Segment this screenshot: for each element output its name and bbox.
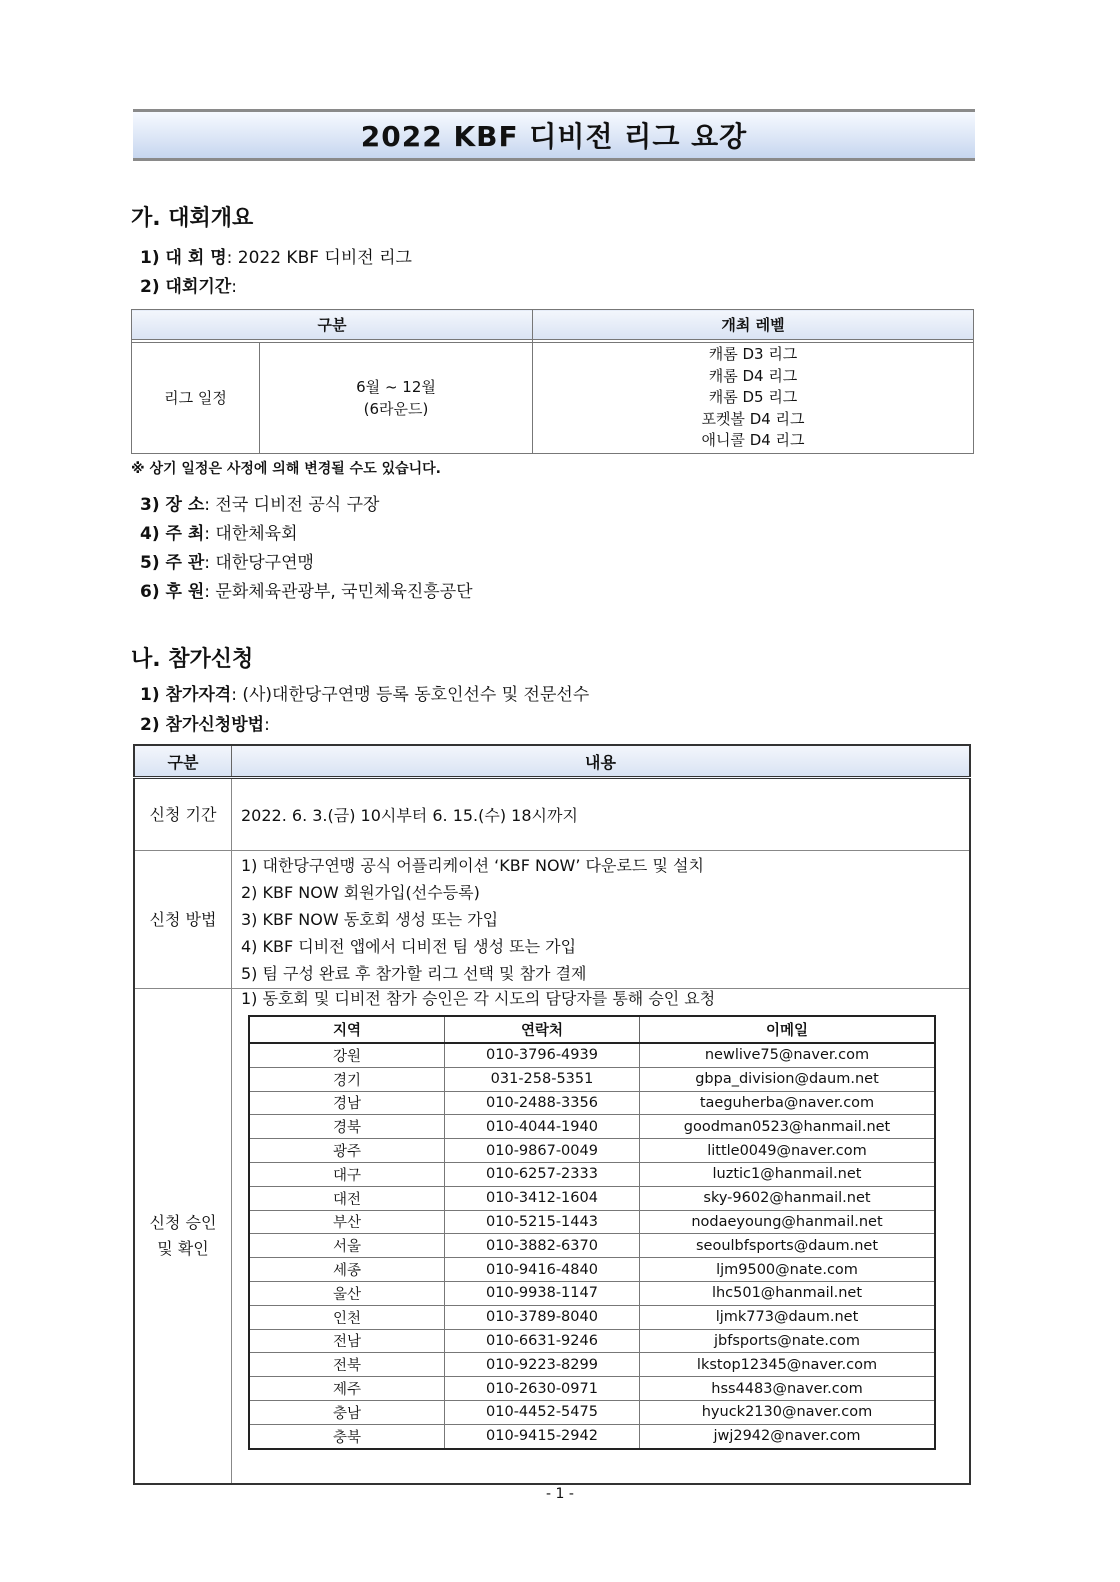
application-approval-label	[134, 989, 232, 1484]
contact-email[interactable]: luztic1@hanmail.net	[640, 1162, 936, 1186]
event-name-value: : 2022 KBF 디비전 리그	[226, 248, 412, 268]
contact-region: 울산	[249, 1281, 445, 1305]
table-row	[249, 1353, 935, 1377]
contact-region: 강원	[249, 1043, 445, 1067]
contact-email[interactable]: hyuck2130@naver.com	[640, 1400, 936, 1424]
contact-region: 부산	[249, 1210, 445, 1234]
sponsor-value: : 문화체육관광부, 국민체육진흥공단	[204, 582, 473, 602]
contact-phone: 010-3882-6370	[445, 1234, 640, 1258]
event-period-label: 2) 대회기간	[140, 277, 232, 297]
application-method-value: :	[264, 715, 270, 735]
contact-email[interactable]: lkstop12345@naver.com	[640, 1353, 936, 1377]
contact-email[interactable]: goodman0523@hanmail.net	[640, 1115, 936, 1139]
organizer-line	[140, 548, 314, 573]
organizer-label: 5) 주 관	[140, 553, 205, 573]
table-row	[249, 1162, 935, 1186]
contacts-body	[249, 1043, 935, 1449]
venue-line	[140, 490, 379, 515]
schedule-period-rounds: (6라운드)	[363, 399, 429, 418]
contact-phone: 010-3412-1604	[445, 1186, 640, 1210]
section-b-heading: 나. 참가신청	[131, 647, 254, 672]
contact-email[interactable]: lhc501@hanmail.net	[640, 1281, 936, 1305]
method-step: 4) KBF 디비전 앱에서 디비전 팀 생성 또는 가입	[241, 937, 577, 956]
table-row	[249, 1377, 935, 1401]
table-row	[249, 1234, 935, 1258]
application-method-line	[140, 710, 270, 735]
contact-phone: 010-6631-9246	[445, 1329, 640, 1353]
schedule-row-label: 리그 일정	[132, 343, 260, 454]
contact-phone: 010-3796-4939	[445, 1043, 640, 1067]
contact-phone: 010-2630-0971	[445, 1377, 640, 1401]
table-row	[249, 1424, 935, 1448]
table-row	[249, 1329, 935, 1353]
contact-region: 전북	[249, 1353, 445, 1377]
contact-email[interactable]: sky-9602@hanmail.net	[640, 1186, 936, 1210]
level-item: 캐롬 D4 리그	[708, 366, 798, 385]
table-row	[249, 1043, 935, 1067]
sponsor-line	[140, 577, 473, 602]
schedule-header-level: 개최 레벨	[533, 310, 974, 340]
contact-region: 대구	[249, 1162, 445, 1186]
application-approval-content	[232, 989, 971, 1484]
contact-email[interactable]: ljmk773@daum.net	[640, 1305, 936, 1329]
contact-region: 전남	[249, 1329, 445, 1353]
venue-label: 3) 장 소	[140, 495, 205, 515]
method-step: 5) 팀 구성 완료 후 참가할 리그 선택 및 참가 결제	[241, 964, 587, 983]
contact-phone: 010-6257-2333	[445, 1162, 640, 1186]
qualification-value: : (사)대한당구연맹 등록 동호인선수 및 전문선수	[231, 685, 590, 705]
method-step: 1) 대한당구연맹 공식 어플리케이션 ‘KBF NOW’ 다운로드 및 설치	[241, 856, 704, 875]
document-title-banner	[133, 109, 975, 161]
document-title: 2022 KBF 디비전 리그 요강	[360, 120, 748, 153]
contact-phone: 010-5215-1443	[445, 1210, 640, 1234]
table-row	[249, 1281, 935, 1305]
host-value: : 대한체육회	[204, 524, 298, 544]
contacts-header-email: 이메일	[640, 1016, 936, 1043]
schedule-note: ※ 상기 일정은 사정에 의해 변경될 수도 있습니다.	[131, 461, 442, 477]
contact-email[interactable]: hss4483@naver.com	[640, 1377, 936, 1401]
contact-email[interactable]: newlive75@naver.com	[640, 1043, 936, 1067]
qualification-label: 1) 참가자격	[140, 685, 232, 705]
contact-phone: 010-4044-1940	[445, 1115, 640, 1139]
host-label: 4) 주 최	[140, 524, 205, 544]
application-method-label: 2) 참가신청방법	[140, 715, 265, 735]
table-row	[249, 1186, 935, 1210]
approval-intro: 1) 동호회 및 디비전 참가 승인은 각 시도의 담당자를 통해 승인 요청	[241, 989, 716, 1008]
contact-phone: 010-3789-8040	[445, 1305, 640, 1329]
contact-region: 대전	[249, 1186, 445, 1210]
contact-region: 제주	[249, 1377, 445, 1401]
schedule-header-category: 구분	[132, 310, 533, 340]
application-header-content: 내용	[232, 745, 971, 778]
table-row	[249, 1305, 935, 1329]
contacts-header-phone: 연락처	[445, 1016, 640, 1043]
level-item: 캐롬 D5 리그	[708, 388, 798, 406]
contacts-header-region: 지역	[249, 1016, 445, 1043]
contact-email[interactable]: gbpa_division@daum.net	[640, 1067, 936, 1091]
table-row	[249, 1091, 935, 1115]
contact-region: 경북	[249, 1115, 445, 1139]
application-method-steps	[232, 851, 971, 989]
contacts-table	[248, 1015, 936, 1450]
approval-label-line2: 및 확인	[157, 1238, 209, 1258]
table-row	[249, 1210, 935, 1234]
contact-phone: 010-9415-2942	[445, 1424, 640, 1448]
contact-region: 경남	[249, 1091, 445, 1115]
sponsor-label: 6) 후 원	[140, 582, 205, 602]
contact-region: 충북	[249, 1424, 445, 1448]
contact-email[interactable]: jwj2942@naver.com	[640, 1424, 936, 1448]
contact-phone: 010-9223-8299	[445, 1353, 640, 1377]
contact-region: 서울	[249, 1234, 445, 1258]
contact-email[interactable]: taeguherba@naver.com	[640, 1091, 936, 1115]
application-method-cell-label: 신청 방법	[134, 851, 232, 989]
application-table	[133, 744, 971, 1485]
contact-phone: 010-4452-5475	[445, 1400, 640, 1424]
contact-phone: 010-9867-0049	[445, 1139, 640, 1163]
schedule-row-period	[260, 343, 533, 454]
contact-region: 충남	[249, 1400, 445, 1424]
level-item: 캐롬 D3 리그	[708, 345, 798, 363]
contact-phone: 010-9938-1147	[445, 1281, 640, 1305]
table-row	[249, 1115, 935, 1139]
section-a-heading: 가. 대회개요	[131, 206, 254, 231]
event-name-label: 1) 대 회 명	[140, 248, 227, 268]
contact-region: 인천	[249, 1305, 445, 1329]
method-step: 2) KBF NOW 회원가입(선수등록)	[241, 883, 480, 902]
contact-phone: 010-2488-3356	[445, 1091, 640, 1115]
page-number: - 1 -	[546, 1486, 574, 1502]
contact-phone: 031-258-5351	[445, 1067, 640, 1091]
contact-phone: 010-9416-4840	[445, 1258, 640, 1282]
contact-region: 경기	[249, 1067, 445, 1091]
schedule-period-months: 6월 ~ 12월	[356, 377, 436, 396]
contact-email[interactable]: nodaeyoung@hanmail.net	[640, 1210, 936, 1234]
table-row	[249, 1067, 935, 1091]
event-period-value: :	[231, 277, 237, 297]
table-row	[249, 1400, 935, 1424]
approval-label-line1: 신청 승인	[149, 1212, 217, 1232]
application-period-value: 2022. 6. 3.(금) 10시부터 6. 15.(수) 18시까지	[232, 778, 971, 851]
table-row	[249, 1139, 935, 1163]
contact-region: 세종	[249, 1258, 445, 1282]
event-name-line	[140, 243, 412, 268]
method-step: 3) KBF NOW 동호회 생성 또는 가입	[241, 910, 499, 929]
table-row	[249, 1258, 935, 1282]
contact-email[interactable]: little0049@naver.com	[640, 1139, 936, 1163]
contact-email[interactable]: jbfsports@nate.com	[640, 1329, 936, 1353]
schedule-table	[131, 309, 974, 454]
level-item: 포켓볼 D4 리그	[701, 409, 805, 428]
application-header-category: 구분	[134, 745, 232, 778]
host-line	[140, 519, 298, 544]
organizer-value: : 대한당구연맹	[204, 553, 314, 573]
contact-email[interactable]: ljm9500@nate.com	[640, 1258, 936, 1282]
level-item: 애니콜 D4 리그	[701, 431, 805, 449]
venue-value: : 전국 디비전 공식 구장	[204, 495, 380, 515]
contact-email[interactable]: seoulbfsports@daum.net	[640, 1234, 936, 1258]
event-period-line	[140, 272, 237, 297]
schedule-levels	[533, 343, 974, 454]
qualification-line	[140, 680, 589, 705]
application-period-label: 신청 기간	[134, 778, 232, 851]
contact-region: 광주	[249, 1139, 445, 1163]
